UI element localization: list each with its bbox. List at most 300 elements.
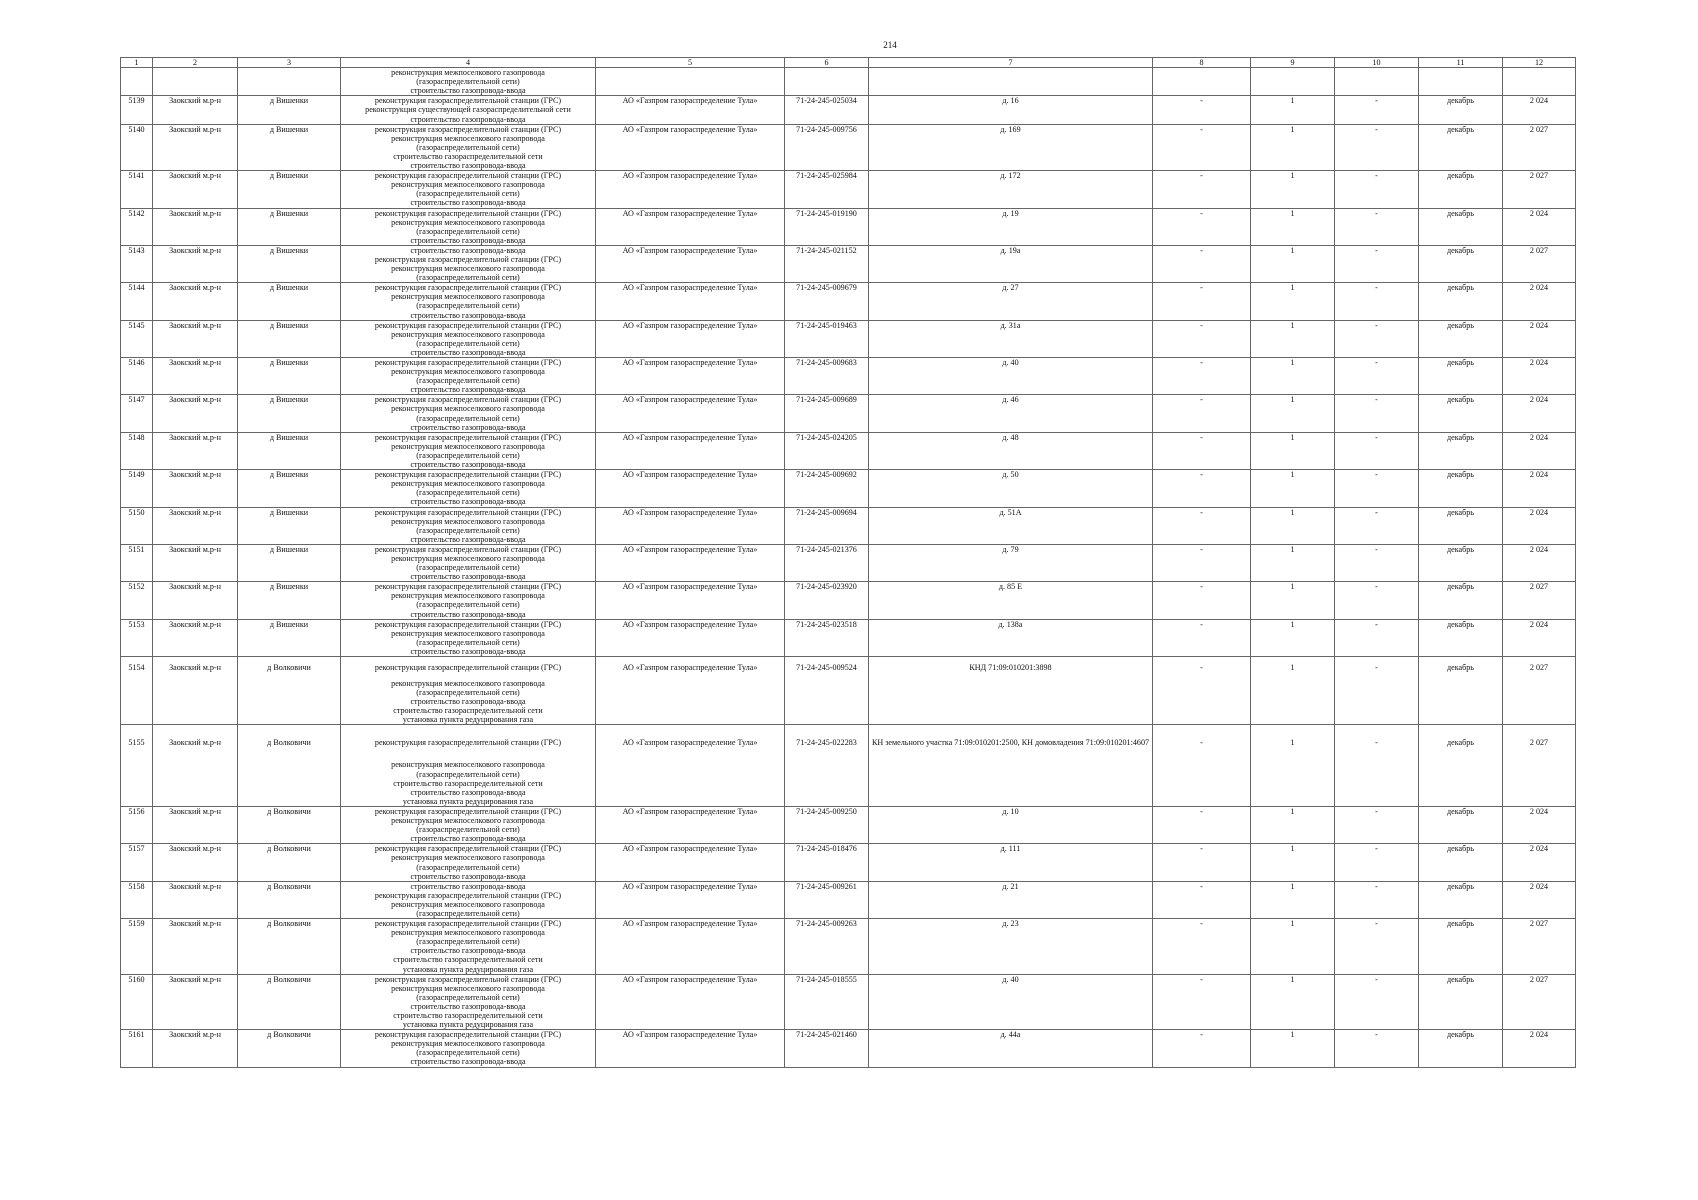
empty-cell [238, 853, 341, 862]
locality: д Вишенки [238, 320, 341, 330]
empty-cell [1335, 218, 1419, 227]
empty-cell [1335, 451, 1419, 460]
completion-month: декабрь [1419, 395, 1503, 405]
empty-cell [153, 715, 238, 725]
work-item: строительство газопровода-ввода [341, 348, 596, 358]
empty-cell [1335, 563, 1419, 572]
work-item: реконструкция межпоселкового газопровода [341, 404, 596, 413]
work-item: реконструкция газораспределительной станции (ГРС) [341, 544, 596, 554]
empty-cell [121, 629, 153, 638]
empty-cell [1153, 1039, 1251, 1048]
empty-cell [1153, 937, 1251, 946]
empty-cell [1335, 517, 1419, 526]
empty-cell [1335, 863, 1419, 872]
empty-cell [596, 679, 785, 688]
continuation-row [121, 105, 1576, 114]
work-item: реконструкция межпоселкового газопровода [341, 760, 596, 769]
column-10-value: - [1335, 320, 1419, 330]
empty-cell [1153, 255, 1251, 264]
empty-cell [1335, 715, 1419, 725]
empty-cell [1503, 236, 1576, 246]
work-item: строительство газопровода-ввода [341, 460, 596, 470]
continuation-row [121, 563, 1576, 572]
empty-cell [153, 488, 238, 497]
empty-cell [869, 198, 1153, 208]
empty-cell [1503, 385, 1576, 395]
empty-cell [1503, 189, 1576, 198]
empty-cell [596, 488, 785, 497]
empty-cell [869, 311, 1153, 321]
district: Заокский м.р-н [153, 974, 238, 984]
empty-cell [121, 788, 153, 797]
continuation-row [121, 863, 1576, 872]
empty-cell [1335, 1020, 1419, 1030]
header-cell: 1 [121, 58, 153, 68]
continuation-row [121, 647, 1576, 657]
work-item: реконструкция межпоселкового газопровода [341, 330, 596, 339]
empty-cell [121, 1057, 153, 1067]
empty-cell [596, 68, 785, 78]
column-9-value: 1 [1251, 881, 1335, 891]
completion-month: декабрь [1419, 432, 1503, 442]
continuation-row [121, 376, 1576, 385]
empty-cell [153, 1057, 238, 1067]
empty-cell [869, 946, 1153, 955]
continuation-row [121, 760, 1576, 769]
district: Заокский м.р-н [153, 395, 238, 405]
empty-cell [785, 264, 869, 273]
continuation-row [121, 68, 1576, 78]
empty-cell [785, 600, 869, 609]
empty-cell [153, 937, 238, 946]
empty-cell [596, 273, 785, 283]
locality: д Вишенки [238, 96, 341, 106]
empty-cell [121, 460, 153, 470]
locality: д Волковичи [238, 844, 341, 854]
empty-cell [238, 1002, 341, 1011]
empty-cell [1153, 1020, 1251, 1030]
empty-cell [1419, 965, 1503, 975]
empty-cell [1335, 679, 1419, 688]
empty-cell [785, 152, 869, 161]
empty-cell [596, 414, 785, 423]
empty-cell [121, 68, 153, 78]
object-code: 71-24-245-021152 [785, 245, 869, 255]
empty-cell [1335, 339, 1419, 348]
locality: д Вишенки [238, 582, 341, 592]
empty-cell [1419, 1011, 1503, 1020]
object-address: д. 40 [869, 358, 1153, 368]
district: Заокский м.р-н [153, 881, 238, 891]
empty-cell [1251, 423, 1335, 433]
empty-cell [785, 825, 869, 834]
district: Заокский м.р-н [153, 432, 238, 442]
column-number-header-row [121, 58, 1576, 68]
empty-cell [869, 339, 1153, 348]
district: Заокский м.р-н [153, 844, 238, 854]
record-number: 5143 [121, 245, 153, 255]
empty-cell [1153, 629, 1251, 638]
empty-cell [121, 442, 153, 451]
empty-cell [869, 770, 1153, 779]
empty-cell [1335, 479, 1419, 488]
empty-cell [869, 488, 1153, 497]
work-item: реконструкция газораспределительной станции (ГРС) [341, 1030, 596, 1040]
company: АО «Газпром газораспределение Тула» [596, 507, 785, 517]
work-item: строительство газопровода-ввода [341, 535, 596, 545]
completion-month: декабрь [1419, 507, 1503, 517]
empty-cell [1335, 834, 1419, 844]
record-number: 5153 [121, 619, 153, 629]
empty-cell [869, 376, 1153, 385]
empty-cell [596, 189, 785, 198]
empty-cell [1335, 1011, 1419, 1020]
work-item: строительство газопровода-ввода [341, 198, 596, 208]
empty-cell [238, 1011, 341, 1020]
work-item: реконструкция межпоселкового газопровода [341, 554, 596, 563]
empty-cell [121, 497, 153, 507]
empty-cell [1251, 760, 1335, 769]
continuation-row [121, 1002, 1576, 1011]
empty-cell [238, 946, 341, 955]
empty-cell [238, 367, 341, 376]
continuation-row [121, 404, 1576, 413]
empty-cell [121, 134, 153, 143]
column-9-value: 1 [1251, 395, 1335, 405]
empty-cell [1419, 697, 1503, 706]
object-address: д. 169 [869, 124, 1153, 134]
empty-cell [869, 715, 1153, 725]
empty-cell [785, 872, 869, 882]
completion-month: декабрь [1419, 358, 1503, 368]
empty-cell [1335, 367, 1419, 376]
empty-cell [1419, 77, 1503, 86]
column-10-value: - [1335, 725, 1419, 761]
empty-cell [869, 928, 1153, 937]
completion-month: декабрь [1419, 582, 1503, 592]
empty-cell [869, 301, 1153, 310]
continuation-row [121, 853, 1576, 862]
empty-cell [785, 161, 869, 171]
work-item: реконструкция газораспределительной станции (ГРС) [341, 96, 596, 106]
empty-cell [1153, 227, 1251, 236]
empty-cell [1153, 770, 1251, 779]
empty-cell [238, 872, 341, 882]
object-code: 71-24-245-021376 [785, 544, 869, 554]
empty-cell [121, 600, 153, 609]
empty-cell [121, 760, 153, 769]
work-item: реконструкция газораспределительной станции (ГРС) [341, 891, 596, 900]
empty-cell [121, 853, 153, 862]
empty-cell [238, 273, 341, 283]
empty-cell [153, 647, 238, 657]
empty-cell [1419, 161, 1503, 171]
object-code: 71-24-245-009756 [785, 124, 869, 134]
header-cell: 8 [1153, 58, 1251, 68]
work-item: реконструкция межпоселкового газопровода [341, 629, 596, 638]
empty-cell [1335, 497, 1419, 507]
empty-cell [869, 68, 1153, 78]
continuation-row [121, 629, 1576, 638]
empty-cell [785, 488, 869, 497]
empty-cell [1335, 955, 1419, 964]
work-item: реконструкция газораспределительной станции (ГРС) [341, 283, 596, 293]
empty-cell [1419, 872, 1503, 882]
completion-month: декабрь [1419, 725, 1503, 761]
column-8-value: - [1153, 395, 1251, 405]
record-number: 5151 [121, 544, 153, 554]
completion-month: декабрь [1419, 124, 1503, 134]
empty-cell [1419, 891, 1503, 900]
empty-cell [596, 610, 785, 620]
empty-cell [238, 348, 341, 358]
column-10-value: - [1335, 507, 1419, 517]
continuation-row [121, 1039, 1576, 1048]
empty-cell [596, 900, 785, 909]
empty-cell [1419, 1048, 1503, 1057]
continuation-row [121, 143, 1576, 152]
empty-cell [1503, 367, 1576, 376]
empty-cell [596, 376, 785, 385]
empty-cell [1335, 928, 1419, 937]
locality: д Волковичи [238, 657, 341, 680]
work-item: строительство газопровода-ввода [341, 834, 596, 844]
empty-cell [1251, 255, 1335, 264]
empty-cell [153, 404, 238, 413]
empty-cell [153, 479, 238, 488]
empty-cell [1335, 77, 1419, 86]
empty-cell [596, 404, 785, 413]
empty-cell [1419, 152, 1503, 161]
record-number: 5154 [121, 657, 153, 680]
table-row [121, 208, 1576, 218]
empty-cell [1153, 610, 1251, 620]
empty-cell [1251, 715, 1335, 725]
record-number: 5155 [121, 725, 153, 761]
empty-cell [869, 563, 1153, 572]
table-row [121, 806, 1576, 816]
empty-cell [1153, 706, 1251, 715]
column-10-value: - [1335, 881, 1419, 891]
empty-cell [785, 497, 869, 507]
empty-cell [785, 788, 869, 797]
work-item: реконструкция газораспределительной станции (ГРС) [341, 507, 596, 517]
empty-cell [1251, 442, 1335, 451]
completion-year: 2 024 [1503, 96, 1576, 106]
continuation-row [121, 423, 1576, 433]
completion-year: 2 027 [1503, 124, 1576, 134]
empty-cell [153, 497, 238, 507]
empty-cell [121, 937, 153, 946]
work-item: реконструкция межпоселкового газопровода [341, 928, 596, 937]
company: АО «Газпром газораспределение Тула» [596, 208, 785, 218]
work-item: строительство газораспределительной сети [341, 1011, 596, 1020]
empty-cell [121, 115, 153, 125]
empty-cell [1153, 367, 1251, 376]
empty-cell [1503, 348, 1576, 358]
empty-cell [596, 339, 785, 348]
empty-cell [1419, 629, 1503, 638]
empty-cell [121, 816, 153, 825]
continuation-row [121, 638, 1576, 647]
empty-cell [1251, 460, 1335, 470]
column-8-value: - [1153, 124, 1251, 134]
empty-cell [153, 872, 238, 882]
empty-cell [1251, 77, 1335, 86]
empty-cell [1419, 816, 1503, 825]
page-number: 214 [883, 40, 897, 50]
work-item: реконструкция существующей газораспределительной сети [341, 105, 596, 114]
empty-cell [1153, 891, 1251, 900]
continuation-row [121, 189, 1576, 198]
empty-cell [785, 760, 869, 769]
continuation-row [121, 572, 1576, 582]
empty-cell [1153, 404, 1251, 413]
object-code: 71-24-245-009679 [785, 283, 869, 293]
column-9-value: 1 [1251, 919, 1335, 929]
empty-cell [153, 264, 238, 273]
empty-cell [1419, 414, 1503, 423]
empty-cell [1251, 404, 1335, 413]
continuation-row [121, 301, 1576, 310]
empty-cell [1335, 105, 1419, 114]
empty-cell [1335, 1039, 1419, 1048]
empty-cell [1251, 900, 1335, 909]
empty-cell [121, 227, 153, 236]
empty-cell [785, 937, 869, 946]
work-item: реконструкция газораспределительной станции (ГРС) [341, 844, 596, 854]
locality: д Вишенки [238, 507, 341, 517]
empty-cell [1419, 189, 1503, 198]
empty-cell [1503, 134, 1576, 143]
record-number: 5158 [121, 881, 153, 891]
record-number: 5150 [121, 507, 153, 517]
record-number: 5159 [121, 919, 153, 929]
completion-month: декабрь [1419, 806, 1503, 816]
empty-cell [1251, 1020, 1335, 1030]
empty-cell [869, 993, 1153, 1002]
empty-cell [153, 816, 238, 825]
work-item: реконструкция межпоселкового газопровода [341, 816, 596, 825]
work-item: (газораспределительной сети) [341, 414, 596, 423]
empty-cell [153, 180, 238, 189]
empty-cell [1153, 292, 1251, 301]
empty-cell [153, 301, 238, 310]
empty-cell [238, 86, 341, 96]
empty-cell [1503, 143, 1576, 152]
empty-cell [1335, 376, 1419, 385]
continuation-row [121, 77, 1576, 86]
empty-cell [1251, 497, 1335, 507]
work-item: реконструкция газораспределительной станции (ГРС) [341, 582, 596, 592]
empty-cell [153, 115, 238, 125]
empty-cell [238, 161, 341, 171]
empty-cell [785, 715, 869, 725]
record-number: 5157 [121, 844, 153, 854]
empty-cell [869, 825, 1153, 834]
district: Заокский м.р-н [153, 657, 238, 680]
empty-cell [596, 797, 785, 807]
empty-cell [596, 937, 785, 946]
column-10-value: - [1335, 395, 1419, 405]
empty-cell [869, 236, 1153, 246]
empty-cell [1251, 273, 1335, 283]
empty-cell [121, 535, 153, 545]
empty-cell [153, 189, 238, 198]
empty-cell [121, 563, 153, 572]
work-item: строительство газораспределительной сети [341, 955, 596, 964]
empty-cell [1251, 872, 1335, 882]
empty-cell [1251, 563, 1335, 572]
empty-cell [238, 797, 341, 807]
empty-cell [1335, 706, 1419, 715]
empty-cell [238, 891, 341, 900]
empty-cell [596, 788, 785, 797]
continuation-row [121, 227, 1576, 236]
empty-cell [869, 863, 1153, 872]
empty-cell [596, 715, 785, 725]
empty-cell [1251, 385, 1335, 395]
empty-cell [596, 825, 785, 834]
table-row [121, 1030, 1576, 1040]
empty-cell [1153, 115, 1251, 125]
empty-cell [153, 591, 238, 600]
continuation-row [121, 1057, 1576, 1067]
empty-cell [238, 292, 341, 301]
empty-cell [1503, 292, 1576, 301]
empty-cell [1251, 143, 1335, 152]
empty-cell [238, 517, 341, 526]
empty-cell [1503, 115, 1576, 125]
record-number: 5149 [121, 470, 153, 480]
work-item: реконструкция межпоселкового газопровода [341, 853, 596, 862]
column-10-value: - [1335, 96, 1419, 106]
empty-cell [1251, 788, 1335, 797]
empty-cell [153, 255, 238, 264]
empty-cell [121, 348, 153, 358]
empty-cell [1503, 339, 1576, 348]
empty-cell [869, 264, 1153, 273]
empty-cell [238, 638, 341, 647]
object-address: д. 51А [869, 507, 1153, 517]
work-item: (газораспределительной сети) [341, 273, 596, 283]
empty-cell [1153, 1048, 1251, 1057]
empty-cell [238, 1020, 341, 1030]
column-9-value: 1 [1251, 1030, 1335, 1040]
empty-cell [1419, 946, 1503, 955]
header-cell: 11 [1419, 58, 1503, 68]
empty-cell [238, 479, 341, 488]
company: АО «Газпром газораспределение Тула» [596, 432, 785, 442]
empty-cell [596, 1020, 785, 1030]
empty-cell [596, 227, 785, 236]
empty-cell [869, 872, 1153, 882]
continuation-row [121, 236, 1576, 246]
empty-cell [596, 647, 785, 657]
empty-cell [1335, 610, 1419, 620]
empty-cell [785, 198, 869, 208]
company: АО «Газпром газораспределение Тула» [596, 283, 785, 293]
empty-cell [121, 1002, 153, 1011]
empty-cell [1503, 688, 1576, 697]
empty-cell [153, 105, 238, 114]
table-row [121, 432, 1576, 442]
empty-cell [1335, 442, 1419, 451]
empty-cell [869, 161, 1153, 171]
empty-cell [238, 339, 341, 348]
empty-cell [121, 688, 153, 697]
empty-cell [596, 460, 785, 470]
